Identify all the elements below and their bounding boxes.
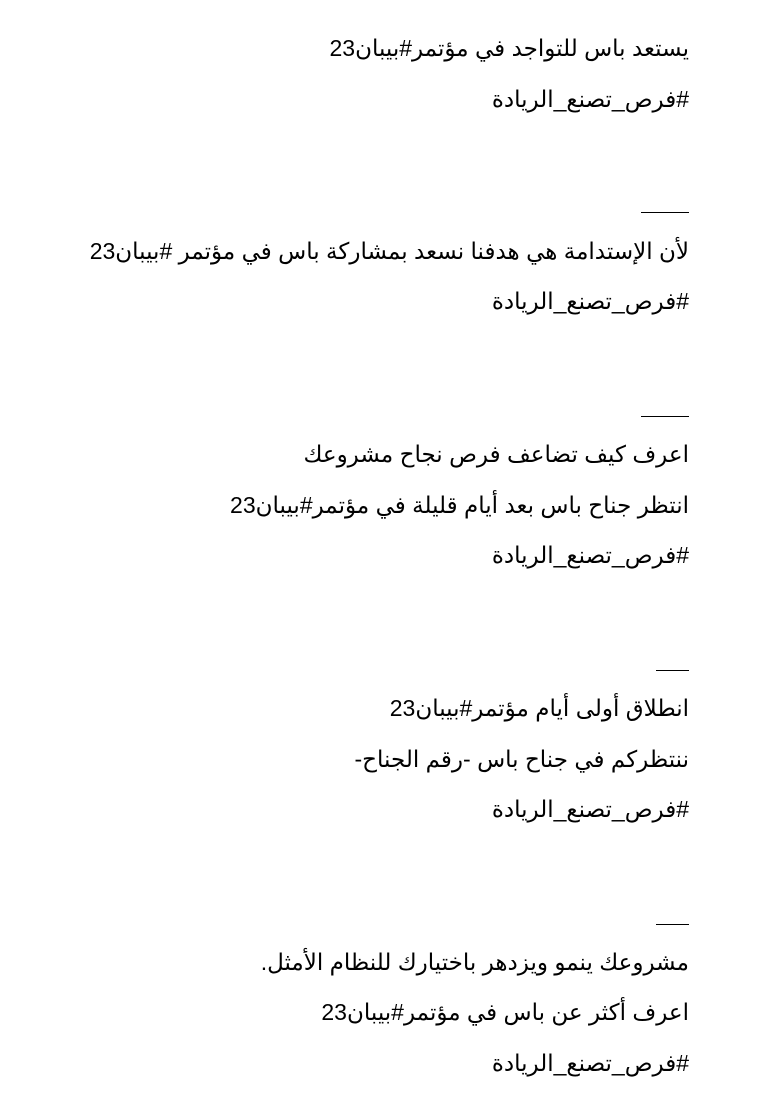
post-3-line-1: اعرف كيف تضاعف فرص نجاح مشروعك [303,441,689,467]
post-2-line-2: #فرص_تصنع_الريادة [491,288,689,314]
post-5-line-2: اعرف أكثر عن باس في مؤتمر#بيبان23 [321,999,689,1025]
post-4-line-2: ننتظركم في جناح باس -رقم الجناح- [354,746,689,772]
post-4-separator [656,670,689,671]
post-4-line-1: انطلاق أولى أيام مؤتمر#بيبان23 [389,695,689,721]
post-5-separator [656,924,689,925]
post-3-line-3: #فرص_تصنع_الريادة [491,542,689,568]
post-3-separator [641,416,689,417]
post-4-line-3: #فرص_تصنع_الريادة [491,796,689,822]
post-5-line-3: #فرص_تصنع_الريادة [491,1050,689,1076]
post-1-line-1: يستعد باس للتواجد في مؤتمر#بيبان23 [329,35,689,61]
post-5-line-1: مشروعك ينمو ويزدهر باختيارك للنظام الأمثل. [260,949,689,975]
post-3-line-2: انتظر جناح باس بعد أيام قليلة في مؤتمر#بيبان23 [230,492,689,518]
post-2-line-1: لأن الإستدامة هي هدفنا نسعد بمشاركة باس في مؤتمر #بيبان23 [89,238,689,264]
post-2-separator [641,212,689,213]
post-1-line-2: #فرص_تصنع_الريادة [491,86,689,112]
